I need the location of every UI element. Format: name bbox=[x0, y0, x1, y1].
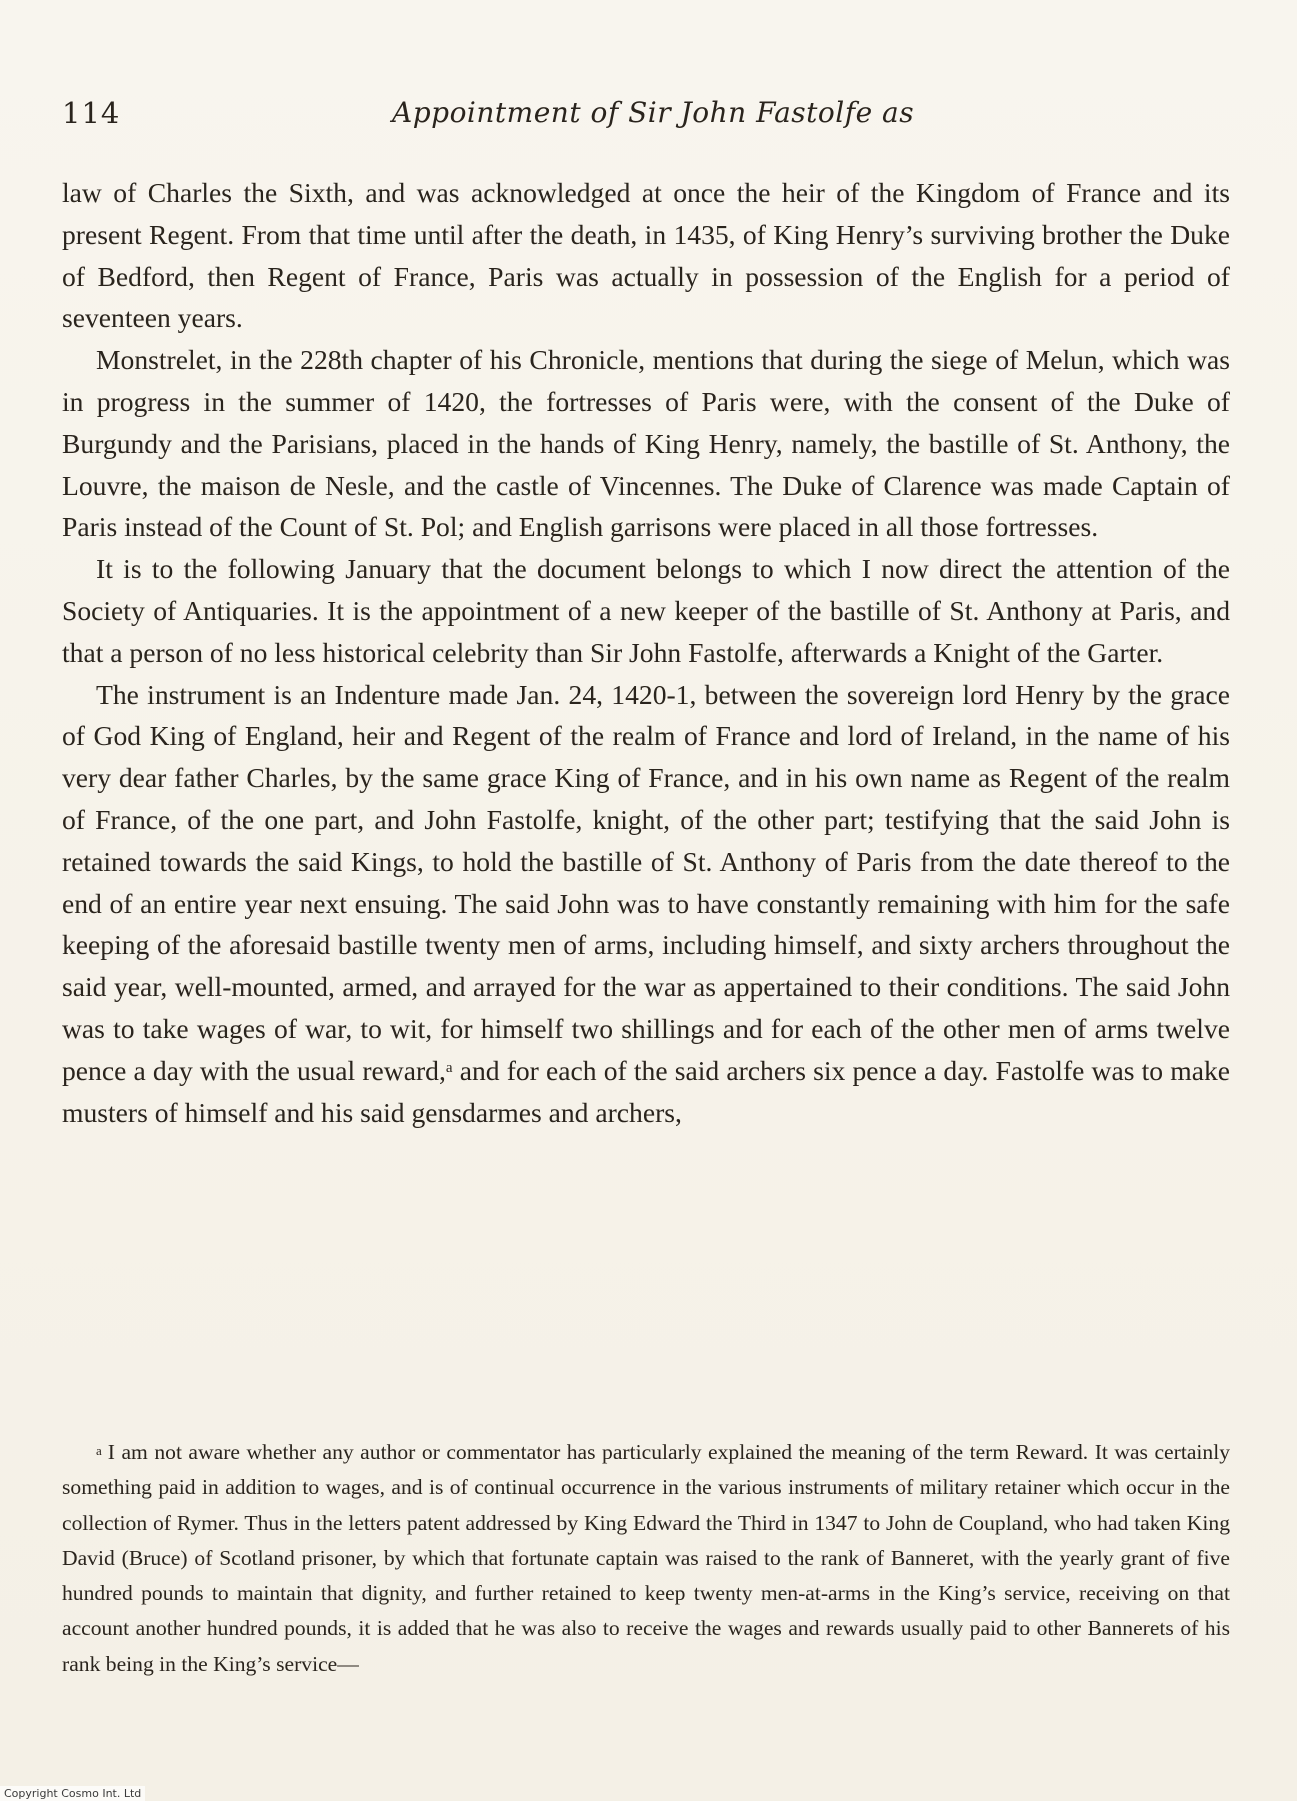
footnote-mark: a bbox=[96, 1443, 102, 1458]
paragraph-4 bbox=[62, 674, 1230, 1134]
page-number: 114 bbox=[62, 96, 121, 130]
body-text bbox=[62, 172, 1230, 1133]
footnote-text: I am not aware whether any author or commentator has particularly explained the meaning of the term Reward. It was certainly something paid in addition to wages, and is of continual occurrence in the various instruments of military retainer which occur in the collection of Rymer. Thus in the letters patent addressed by King Edward the Third in 1347 to John de Coupland, who had taken King David (Bruce) of Scotland prisoner, by which that fortunate captain was raised to the rank of Banneret, with the yearly grant of five hundred pounds to maintain that dignity, and further retained to keep twenty men-at-arms in the King’s service, receiving on that account another hundred pounds, it is added that he was also to receive the wages and rewards usually paid to other Bannerets of his rank being in the King’s service— bbox=[62, 1440, 1230, 1676]
footnote-reference[interactable]: a bbox=[445, 1059, 453, 1076]
paragraph-4-text-end: and for each of the said archers six pence a day. Fastolfe was to make musters of himself and his said gensdarmes and archers, bbox=[62, 1054, 1230, 1128]
running-head: Appointment of Sir John Fastolfe as bbox=[392, 96, 915, 129]
paragraph-4-text-start: The instrument is an Indenture made Jan. 24, 1420-1, between the sovereign lord Henry by the grace of God King of England, heir and Regent of the realm of France and lord of Ireland, in the name of his very dear father Charles, by the same grace King of France, and in his own name as Regent of the realm of France, of the one part, and John Fastolfe, knight, of the other part; testifying that the said John is retained towards the said Kings, to hold the bastille of St. Anthony of Paris from the date thereof to the end of an entire year next ensuing. The said John was to have constantly remaining with him for the safe keeping of the aforesaid bastille twenty men of arms, including himself, and sixty archers throughout the said year, well-mounted, armed, and arrayed for the war as appertained to their conditions. The said John was to take wages of war, to wit, for himself two shillings and for each of the other men of arms twelve pence a day with the usual reward, bbox=[62, 678, 1230, 1086]
copyright-watermark: Copyright Cosmo Int. Ltd bbox=[0, 1786, 145, 1801]
paragraph-1: law of Charles the Sixth, and was acknowledged at once the heir of the Kingdom of France and its present Regent. From that time until after the death, in 1435, of King Henry’s surviving brother the Duke of Bedford, then Regent of France, Paris was actually in possession of the English for a period of seventeen years. bbox=[62, 177, 1230, 334]
paragraph-3: It is to the following January that the document belongs to which I now direct the attention of the Society of Antiquaries. It is the appointment of a new keeper of the bastille of St. Anthony at Paris, and that a person of no less historical celebrity than Sir John Fastolfe, afterwards a Knight of the Garter. bbox=[62, 553, 1230, 668]
footnote bbox=[62, 1435, 1230, 1682]
paragraph-2: Monstrelet, in the 228th chapter of his Chronicle, mentions that during the siege of Melun, which was in progress in the summer of 1420, the fortresses of Paris were, with the consent of the Duke of Burgundy and the Parisians, placed in the hands of King Henry, namely, the bastille of St. Anthony, the Louvre, the maison de Nesle, and the castle of Vincennes. The Duke of Clarence was made Captain of Paris instead of the Count of St. Pol; and English garrisons were placed in all those fortresses. bbox=[62, 344, 1230, 543]
page-header bbox=[62, 96, 1232, 142]
